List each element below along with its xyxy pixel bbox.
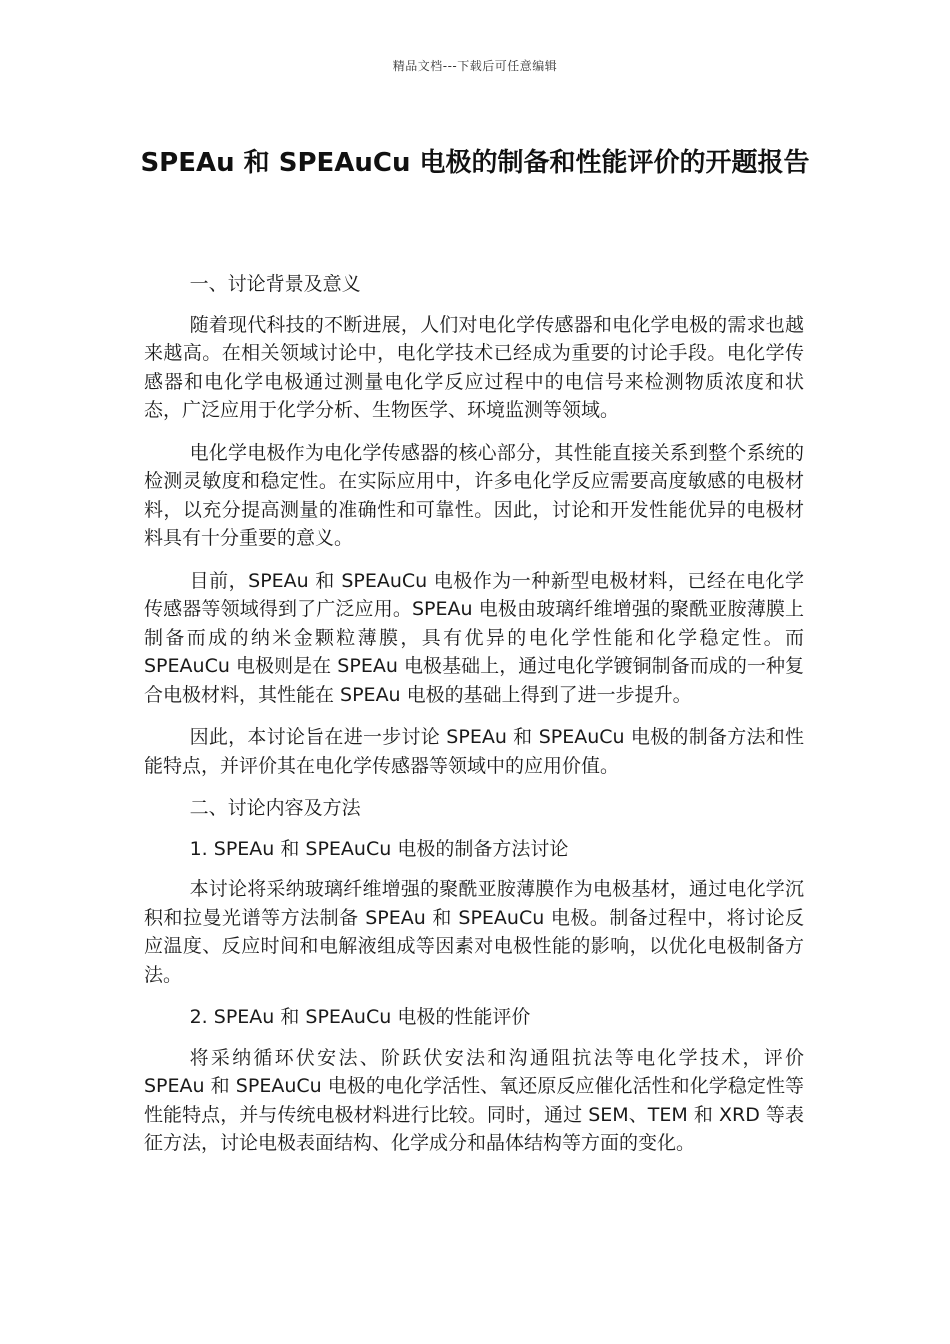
section-1-heading: 一、讨论背景及意义 xyxy=(189,273,361,295)
section-2-1-heading: 1. SPEAu 和 SPEAuCu 电极的制备方法讨论 xyxy=(189,837,569,860)
paragraph-1: 随着现代科技的不断进展，人们对电化学传感器和电化学电极的需求也越来越高。在相关领域讨论中，电化学技术已经成为重要的讨论手段。电化学传感器和电化学电极通过测量电化学反应过程中的电信号来检测物质浓度和状态，广泛应用于化学分析、生物医学、环境监测等领域。 xyxy=(144,313,804,421)
paragraph-6: 将采纳循环伏安法、阶跃伏安法和沟通阻抗法等电化学技术，评价 SPEAu 和 SPEAuCu 电极的电化学活性、氧还原反应催化活性和化学稳定性等性能特点，并与传统电极材料进行比较。同时，通过 SEM、TEM 和 XRD 等表征方法，讨论电极表面结构、化学成分和晶体结构等方面的变化。 xyxy=(144,1046,804,1154)
paragraph-5: 本讨论将采纳玻璃纤维增强的聚酰亚胺薄膜作为电极基材，通过电化学沉积和拉曼光谱等方法制备 SPEAu 和 SPEAuCu 电极。制备过程中，将讨论反应温度、反应时间和电解液组成等因素对电极性能的影响，以优化电极制备方法。 xyxy=(144,878,804,986)
paragraph-3: 目前，SPEAu 和 SPEAuCu 电极作为一种新型电极材料，已经在电化学传感器等领域得到了广泛应用。SPEAu 电极由玻璃纤维增强的聚酰亚胺薄膜上制备而成的纳米金颗粒薄膜，具有优异的电化学性能和化学稳定性。而 SPEAuCu 电极则是在 SPEAu 电极基础上，通过电化学镀铜制备而成的一种复合电极材料，其性能在 SPEAu 电极的基础上得到了进一步提升。 xyxy=(144,569,804,706)
document-title: SPEAu 和 SPEAuCu 电极的制备和性能评价的开题报告 xyxy=(140,148,810,178)
paragraph-2: 电化学电极作为电化学传感器的核心部分，其性能直接关系到整个系统的检测灵敏度和稳定性。在实际应用中，许多电化学反应需要高度敏感的电极材料，以充分提高测量的准确性和可靠性。因此，讨论和开发性能优异的电极材料具有十分重要的意义。 xyxy=(144,441,804,549)
section-2-heading: 二、讨论内容及方法 xyxy=(189,797,361,819)
header-note: 精品文档---下载后可任意编辑 xyxy=(392,59,558,73)
document-body xyxy=(144,270,804,1172)
paragraph-4: 因此，本讨论旨在进一步讨论 SPEAu 和 SPEAuCu 电极的制备方法和性能特点，并评价其在电化学传感器等领域中的应用价值。 xyxy=(144,726,804,777)
section-2-2-heading: 2. SPEAu 和 SPEAuCu 电极的性能评价 xyxy=(189,1006,531,1028)
